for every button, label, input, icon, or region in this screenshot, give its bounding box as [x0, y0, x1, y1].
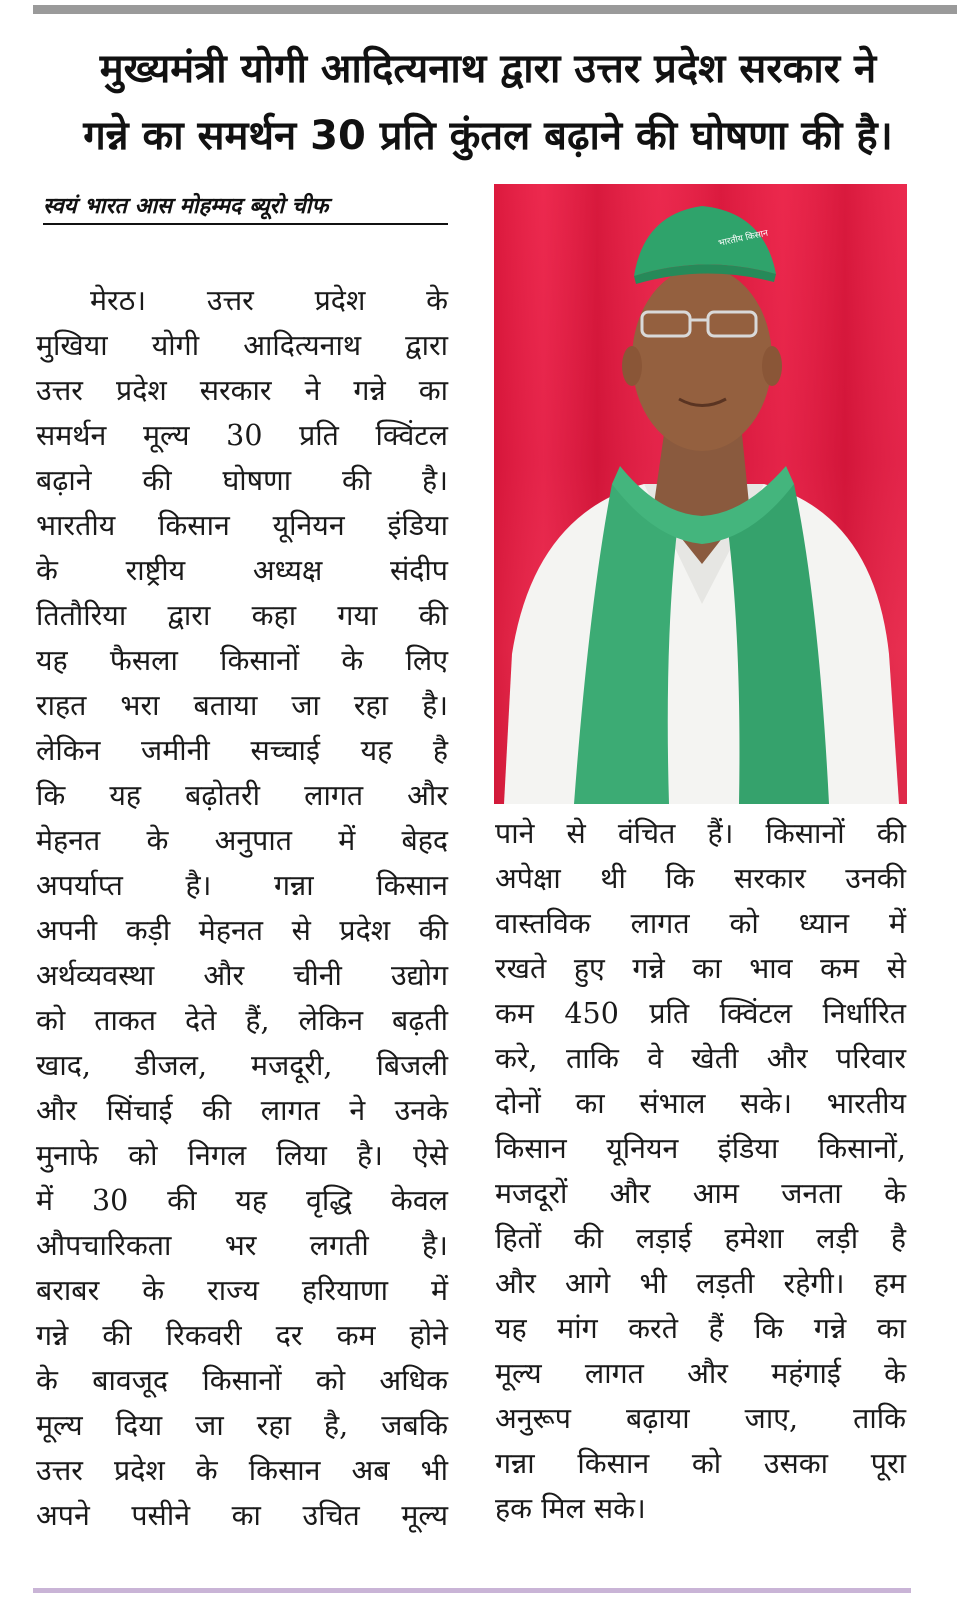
byline: स्वयं भारत आस मोहम्मद ब्यूरो चीफ	[43, 190, 448, 225]
text-line: दोनों का संभाल सके। भारतीय	[495, 1087, 906, 1120]
text-line: को ताकत देते हैं, लेकिन बढ़ती	[36, 1004, 448, 1037]
text-line: और आगे भी लड़ती रहेगी। हम	[495, 1267, 906, 1300]
text-line: यह फैसला किसानों के लिए	[36, 644, 448, 677]
text-line: गन्ना किसान को उसका पूरा	[495, 1447, 906, 1480]
text-line: लेकिन जमीनी सच्चाई यह है	[36, 734, 448, 767]
text-line: मूल्य लागत और महंगाई के	[495, 1357, 906, 1390]
text-line: अनुरूप बढ़ाया जाए, ताकि	[495, 1402, 906, 1435]
text-line: हक मिल सके।	[495, 1492, 646, 1525]
text-line: उत्तर प्रदेश के किसान अब भी	[36, 1454, 448, 1487]
text-line: अर्थव्यवस्था और चीनी उद्योग	[36, 959, 448, 992]
text-line: मेरठ। उत्तर प्रदेश के	[90, 284, 448, 317]
headline-line-2: गन्ने का समर्थन 30 प्रति कुंतल बढ़ाने की घोषणा की है।	[83, 113, 893, 159]
text-line: अपने पसीने का उचित मूल्य	[36, 1499, 448, 1532]
text-line: पाने से वंचित हैं। किसानों की	[495, 817, 906, 850]
text-line: के राष्ट्रीय अध्यक्ष संदीप	[36, 554, 448, 587]
text-line: यह मांग करते हैं कि गन्ने का	[495, 1312, 906, 1345]
person-photo	[494, 184, 907, 804]
text-line: अपर्याप्त है। गन्ना किसान	[36, 869, 448, 902]
text-line: हितों की लड़ाई हमेशा लड़ी है	[495, 1222, 906, 1255]
text-line: बढ़ाने की घोषणा की है।	[36, 464, 448, 497]
text-line: गन्ने की रिकवरी दर कम होने	[36, 1319, 448, 1352]
text-line: औपचारिकता भर लगती है।	[36, 1229, 448, 1262]
text-line: खाद, डीजल, मजदूरी, बिजली	[36, 1049, 448, 1082]
cap-text: भारतीय किसान	[717, 228, 770, 249]
headline	[30, 36, 946, 170]
text-line: समर्थन मूल्य 30 प्रति क्विंटल	[36, 419, 448, 452]
headline-line-1: मुख्यमंत्री योगी आदित्यनाथ द्वारा उत्तर प्रदेश सरकार ने	[99, 46, 877, 92]
text-line: रखते हुए गन्ने का भाव कम से	[495, 952, 906, 985]
text-line: मेहनत के अनुपात में बेहद	[36, 824, 448, 857]
text-line: मुनाफे को निगल लिया है। ऐसे	[36, 1139, 448, 1172]
text-line: मूल्य दिया जा रहा है, जबकि	[36, 1409, 448, 1442]
person-photo-icon	[494, 184, 907, 804]
text-line: राहत भरा बताया जा रहा है।	[36, 689, 448, 722]
top-divider	[33, 5, 957, 14]
text-line: अपेक्षा थी कि सरकार उनकी	[495, 862, 906, 895]
text-line: मजदूरों और आम जनता के	[495, 1177, 906, 1210]
text-line: भारतीय किसान यूनियन इंडिया	[36, 509, 448, 542]
text-line: बराबर के राज्य हरियाणा में	[36, 1274, 448, 1307]
text-line: किसान यूनियन इंडिया किसानों,	[495, 1132, 906, 1165]
text-line: वास्तविक लागत को ध्यान में	[495, 907, 906, 940]
bottom-divider	[33, 1588, 911, 1593]
text-line: कम 450 प्रति क्विंटल निर्धारित	[495, 997, 906, 1030]
text-line: में 30 की यह वृद्धि केवल	[36, 1184, 448, 1217]
article-column-left	[36, 278, 448, 1538]
text-line: तितौरिया द्वारा कहा गया की	[36, 599, 448, 632]
text-line: के बावजूद किसानों को अधिक	[36, 1364, 448, 1397]
article-column-right	[495, 811, 906, 1531]
text-line: करे, ताकि वे खेती और परिवार	[495, 1042, 906, 1075]
text-line: कि यह बढ़ोतरी लागत और	[36, 779, 448, 812]
text-line: उत्तर प्रदेश सरकार ने गन्ने का	[36, 374, 448, 407]
text-line: और सिंचाई की लागत ने उनके	[36, 1094, 448, 1127]
text-line: मुखिया योगी आदित्यनाथ द्वारा	[36, 329, 448, 362]
text-line: अपनी कड़ी मेहनत से प्रदेश की	[36, 914, 448, 947]
